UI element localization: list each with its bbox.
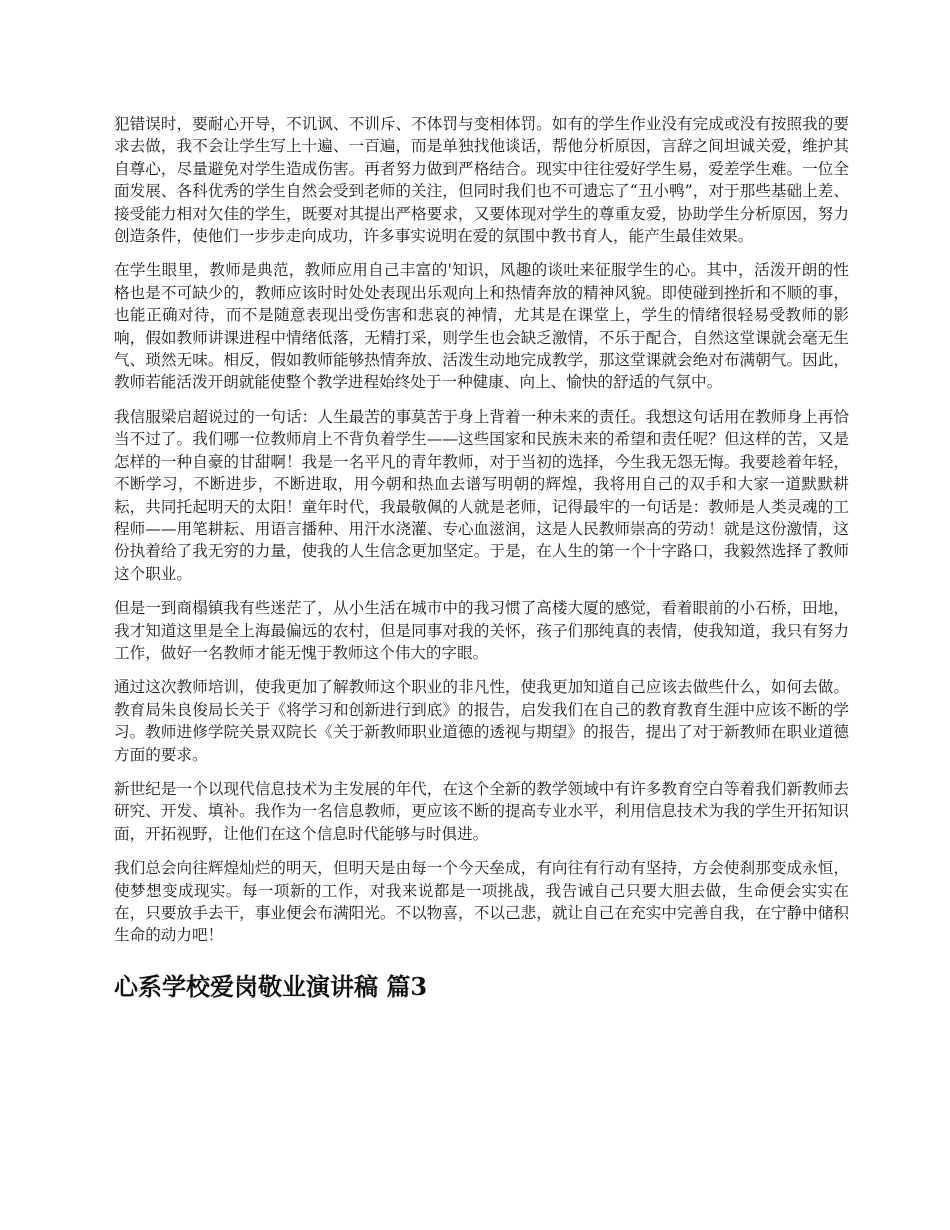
- paragraph-1: 犯错误时，要耐心开导，不讥讽、不训斥、不体罚与变相体罚。如有的学生作业没有完成或没有按照我的要求去做，我不会让学生写上十遍、一百遍，而是单独找他谈话，帮他分析原因，言辞之间坦诚关爱，维护其自尊心，尽量避免对学生造成伤害。再者努力做到严格结合。现实中往往爱好学生易，爱差学生难。一位全面发展、各科优秀的学生自然会受到老师的关注，但同时我们也不可遗忘了“丑小鸭”，对于那些基础上差、接受能力相对欠佳的学生，既要对其提出严格要求，又要体现对学生的尊重友爱，协助学生分析原因，努力创造条件，使他们一步步走向成功，许多事实说明在爱的氛围中教书育人，能产生最佳效果。: [114, 115, 849, 246]
- paragraph-6: 新世纪是一个以现代信息技术为主发展的年代，在这个全新的教学领域中有许多教育空白等着我们新教师去研究、开发、填补。我作为一名信息教师，更应该不断的提高专业水平，利用信息技术为我的学生开拓知识面，开拓视野，让他们在这个信息时代能够与时俱进。: [114, 779, 849, 843]
- paragraph-3: 我信服梁启超说过的一句话：人生最苦的事莫苦于身上背着一种未来的责任。我想这句话用在教师身上再恰当不过了。我们哪一位教师肩上不背负着学生——这些国家和民族未来的希望和责任呢？但这样的苦，又是怎样的一种自豪的甘甜啊！我是一名平凡的青年教师，对于当初的选择，今生我无怨无悔。我要趁着年轻，不断学习，不断进步，不断进取，用今朝和热血去谱写明朝的辉煌，我将用自己的双手和大家一道默默耕耘，共同托起明天的太阳！童年时代，我最敬佩的人就是老师，记得最牢的一句话是：教师是人类灵魂的工程师——用笔耕耘、用语言播种、用汗水浇灌、专心血滋润，这是人民教师崇高的劳动！就是这份激情，这份执着给了我无穷的力量，使我的人生信念更加坚定。于是，在人生的第一个十字路口，我毅然选择了教师这个职业。: [114, 407, 849, 583]
- paragraph-4: 但是一到商榻镇我有些迷茫了，从小生活在城市中的我习惯了高楼大厦的感觉，看着眼前的小石桥，田地，我才知道这里是全上海最偏远的农村，但是同事对我的关怀，孩子们那纯真的表情，使我知道，我只有努力工作，做好一名教师才能无愧于教师这个伟大的字眼。: [114, 599, 849, 662]
- paragraph-5: 通过这次教师培训，使我更加了解教师这个职业的非凡性，使我更加知道自己应该去做些什么，如何去做。教育局朱良俊局长关于《将学习和创新进行到底》的报告，启发我们在自己的教育教育生涯中应该不断的学习。教师进修学院关景双院长《关于新教师职业道德的透视与期望》的报告，提出了对于新教师在职业道德方面的要求。: [114, 678, 849, 764]
- paragraph-7: 我们总会向往辉煌灿烂的明天，但明天是由每一个今天垒成，有向往有行动有坚持，方会使刹那变成永恒，使梦想变成现实。每一项新的工作，对我来说都是一项挑战，我告诫自己只要大胆去做，生命便会实实在在，只要放手去干，事业便会布满阳光。不以物喜，不以己悲，就让自己在充实中完善自我，在宁静中储积生命的动力吧！: [114, 859, 849, 945]
- paragraph-2: 在学生眼里，教师是典范，教师应用自己丰富的'知识，风趣的谈吐来征服学生的心。其中，活泼开朗的性格也是不可缺少的，教师应该时时处处表现出乐观向上和热情奔放的精神风貌。即使碰到挫折和不顺的事，也能正确对待，而不是随意表现出受伤害和悲哀的神情，尤其是在课堂上，学生的情绪很轻易受教师的影响，假如教师讲课进程中情绪低落，无精打采，则学生也会缺乏激情，不乐于配合，自然这堂课就会毫无生气、琐然无味。相反，假如教师能够热情奔放、活泼生动地完成教学，那这堂课就会绝对布满朝气。因此，教师若能活泼开朗就能使整个教学进程始终处于一种健康、向上、愉快的舒适的气氛中。: [114, 261, 849, 392]
- document-page: [114, 113, 849, 1003]
- section-heading: 心系学校爱岗敬业演讲稿 篇3: [114, 971, 428, 1001]
